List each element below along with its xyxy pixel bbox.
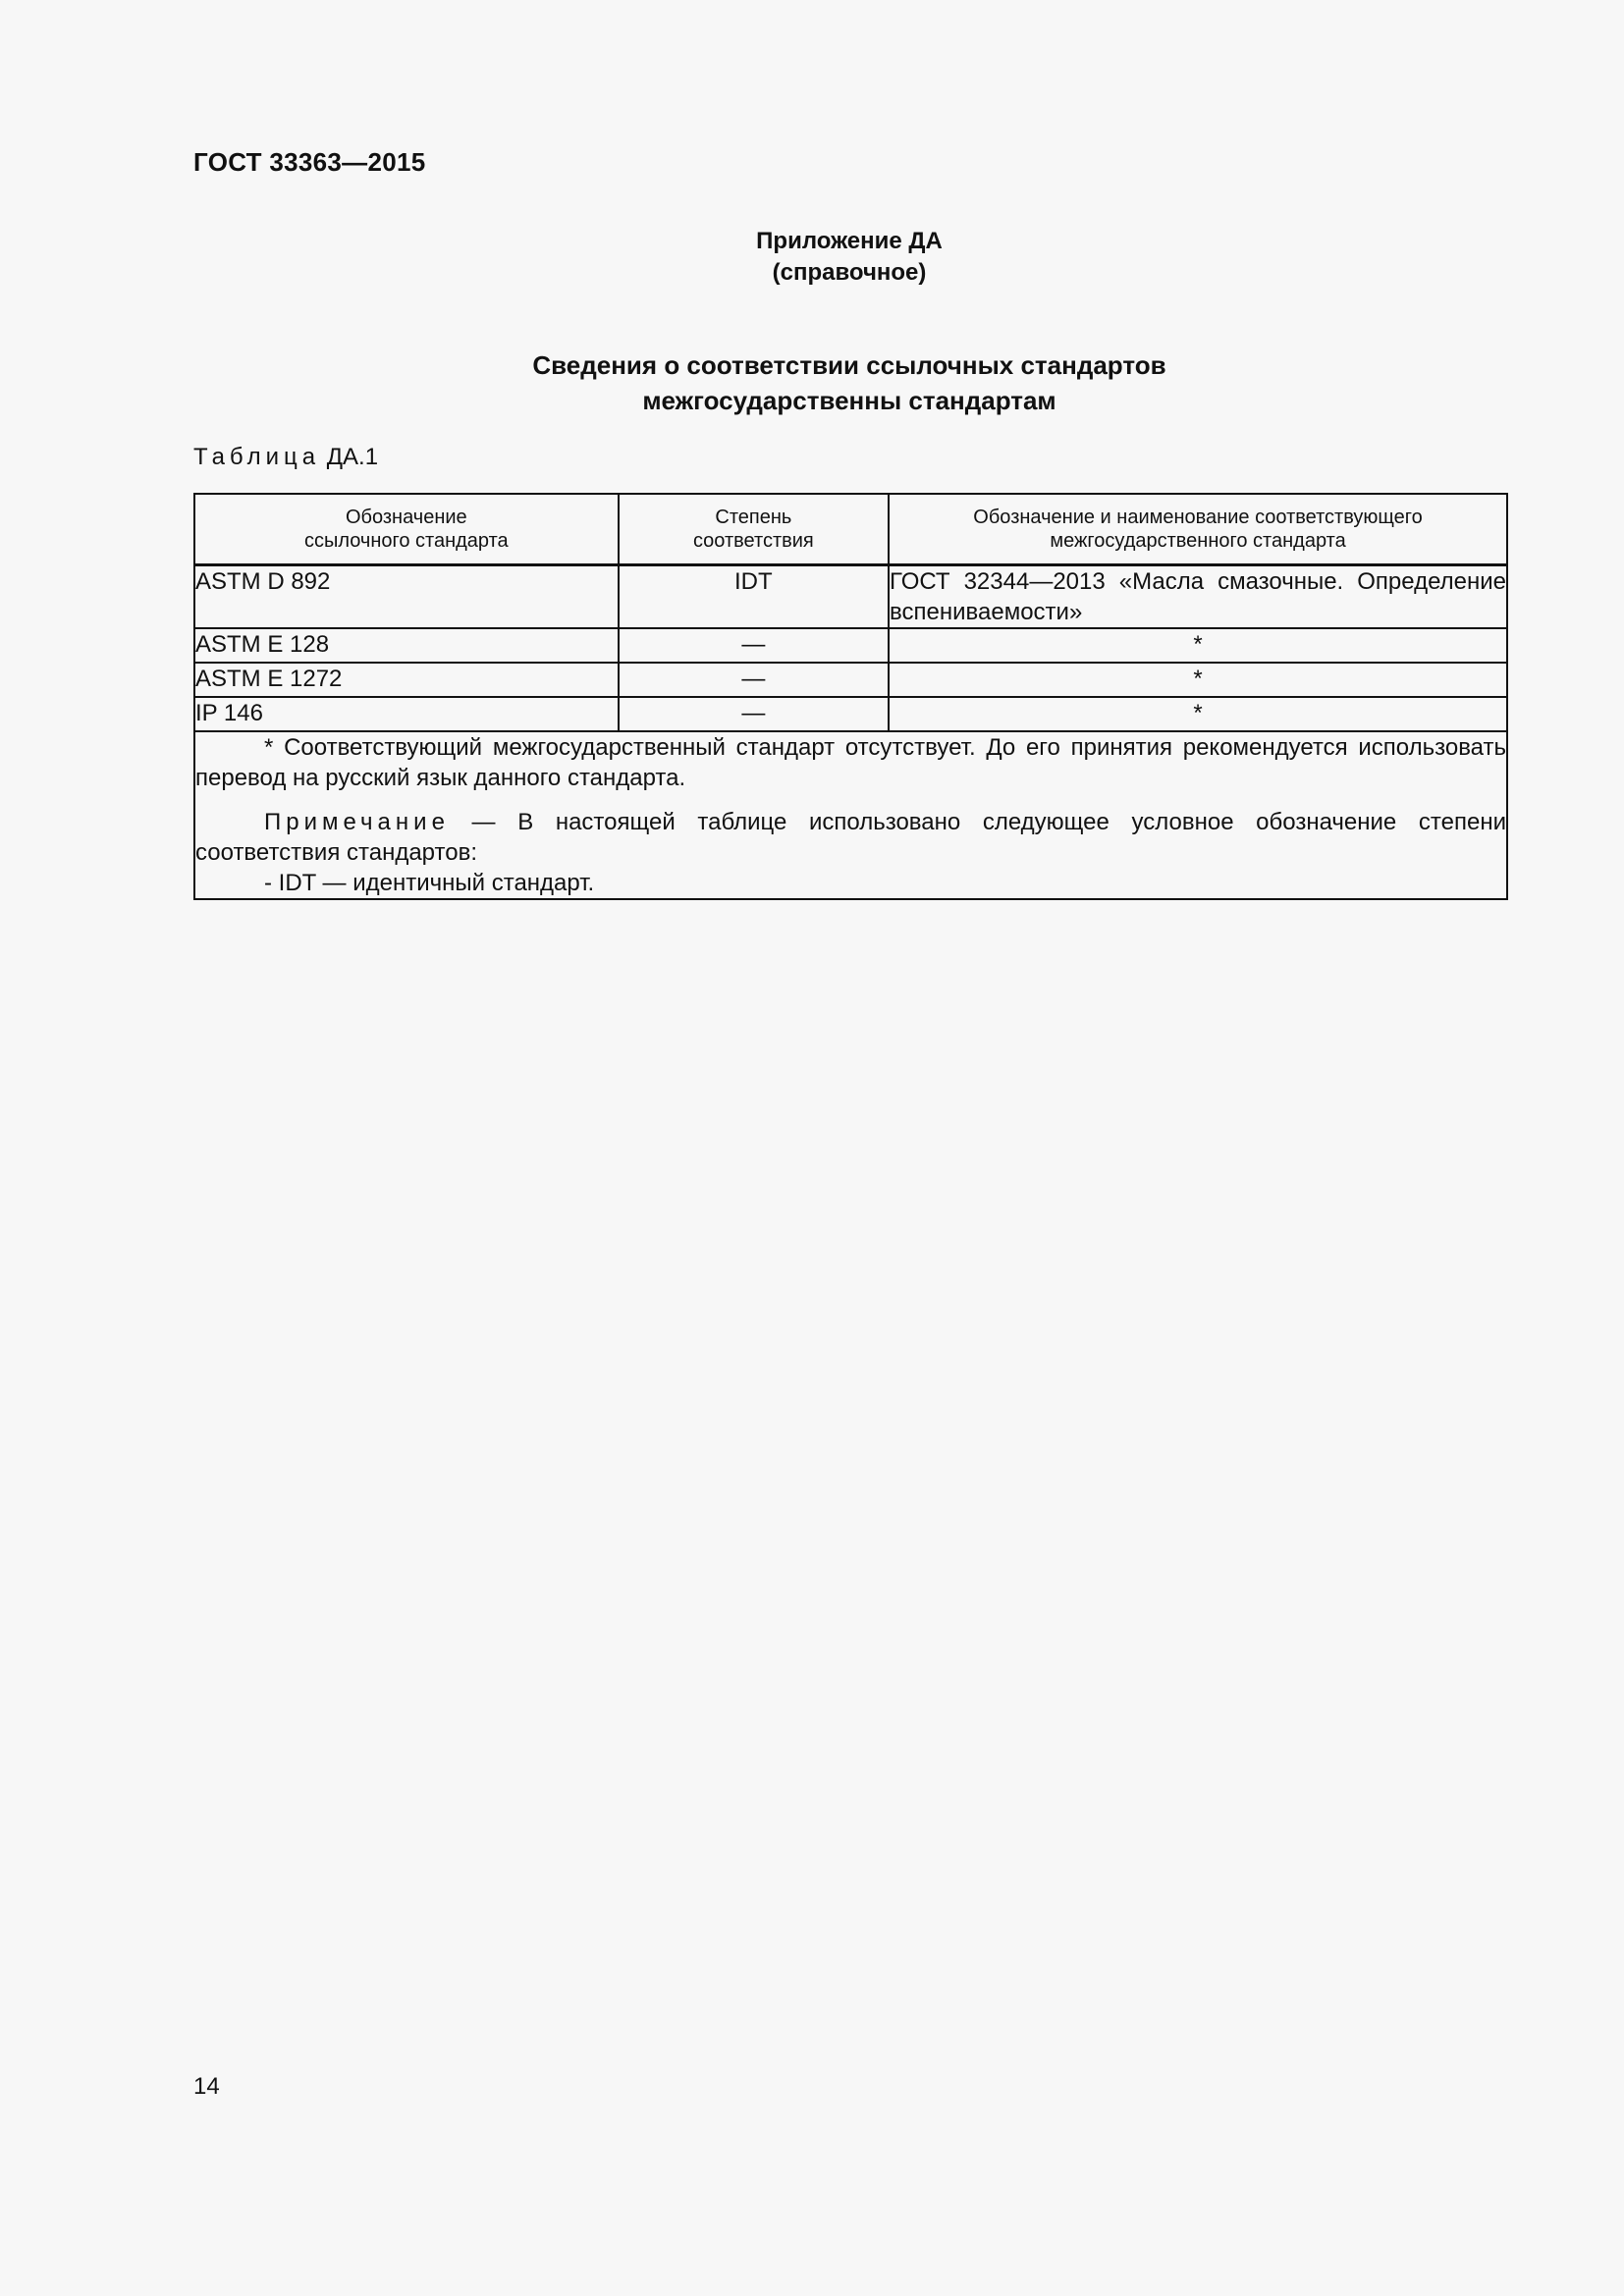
cell-degree: — <box>619 628 889 663</box>
header-line: ссылочного стандарта <box>303 530 509 552</box>
table-label <box>193 444 378 471</box>
header-line: соответствия <box>692 530 814 552</box>
cell-gost: * <box>889 697 1507 731</box>
correspondence-table <box>193 493 1508 900</box>
cell-reference: ASTM D 892 <box>194 565 619 629</box>
section-title-line1: Сведения о соответствии ссылочных стандартов <box>532 350 1166 380</box>
section-title <box>0 347 1624 418</box>
page-number: 14 <box>193 2073 220 2100</box>
header-reference-standard <box>194 494 619 565</box>
header-line: Обозначение и наименование соответствующего <box>973 507 1423 528</box>
document-code: ГОСТ 33363—2015 <box>193 147 426 177</box>
cell-reference: ASTM E 1272 <box>194 663 619 697</box>
table-footer-row <box>194 731 1507 899</box>
note <box>195 807 1506 868</box>
cell-gost: * <box>889 628 1507 663</box>
table-row <box>194 697 1507 731</box>
table-row <box>194 628 1507 663</box>
cell-gost: * <box>889 663 1507 697</box>
note-item: - IDT — идентичный стандарт. <box>264 870 595 896</box>
section-title-line2: межгосударственны стандартам <box>642 386 1056 415</box>
cell-degree: IDT <box>619 565 889 629</box>
table-label-number: ДА.1 <box>326 444 379 470</box>
appendix-type: (справочное) <box>772 259 927 286</box>
cell-gost: ГОСТ 32344—2013 «Масла смазочные. Определение вспениваемости» <box>889 565 1507 629</box>
appendix-title: Приложение ДА <box>756 228 943 254</box>
table-row <box>194 663 1507 697</box>
table-row <box>194 565 1507 629</box>
table-header-row <box>194 494 1507 565</box>
cell-degree: — <box>619 663 889 697</box>
cell-degree: — <box>619 697 889 731</box>
note-label: Примечание <box>264 809 450 835</box>
note-text: — В настоящей таблице использовано следующее условное обозначение степени соответствия стандартов: <box>195 809 1506 866</box>
appendix-heading <box>0 226 1624 289</box>
cell-reference: ASTM E 128 <box>194 628 619 663</box>
table-notes <box>194 731 1507 899</box>
cell-reference: IP 146 <box>194 697 619 731</box>
table-label-word: Таблица <box>193 444 321 470</box>
footnote: * Соответствующий межгосударственный стандарт отсутствует. До его принятия рекомендуется использовать перевод на русский язык данного стандарта. <box>195 734 1506 791</box>
header-degree <box>619 494 889 565</box>
header-interstate-standard <box>889 494 1507 565</box>
header-line: Степень <box>715 507 792 528</box>
header-line: Обозначение <box>345 507 467 528</box>
header-line: межгосударственного стандарта <box>1050 530 1346 552</box>
